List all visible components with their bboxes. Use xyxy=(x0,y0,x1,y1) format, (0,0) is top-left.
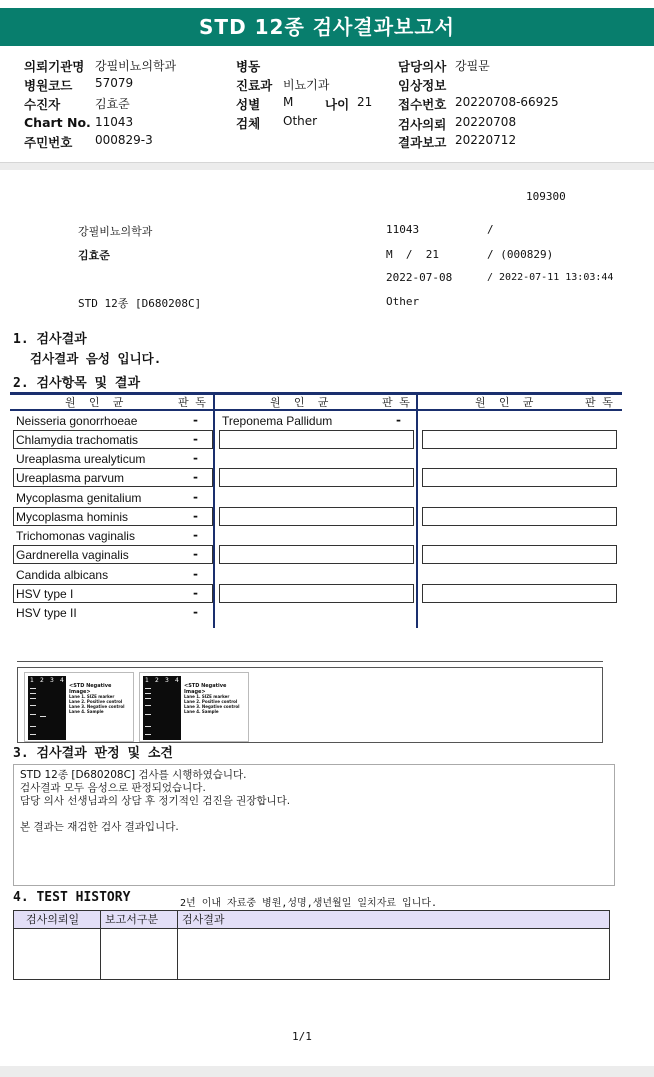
label-sex: 성별 xyxy=(236,97,261,112)
value-report-date: 20220712 xyxy=(455,133,517,147)
organism-name: Mycoplasma hominis xyxy=(16,510,129,524)
info-report-datetime: / 2022-07-11 13:03:44 xyxy=(487,272,614,283)
label-resident-no: 주민번호 xyxy=(24,135,73,150)
organism-result: - xyxy=(193,586,198,600)
history-table xyxy=(13,910,610,980)
info-specimen: Other xyxy=(386,295,420,308)
organism-name: Neisseria gonorrhoeae xyxy=(16,414,138,428)
section1-text: 검사결과 음성 입니다. xyxy=(30,351,162,366)
organism-name: Gardnerella vaginalis xyxy=(16,548,129,562)
value-chart-no: 11043 xyxy=(95,115,134,129)
organism-name: HSV type II xyxy=(16,606,77,620)
gel-image-panel xyxy=(17,667,603,743)
value-specimen: Other xyxy=(283,114,318,128)
organism-result: - xyxy=(193,470,198,484)
gel-image-card: 1 2 3 4 <STD Negative Image> Lane 1. SIZE marker Lane 2. Positive control Lane 3. Negative control Lane 4. Sample xyxy=(139,672,249,742)
value-request-date: 20220708 xyxy=(455,115,517,129)
organism-name: Chlamydia trachomatis xyxy=(16,433,139,447)
info-code: 109300 xyxy=(526,190,566,203)
organism-name: Candida albicans xyxy=(16,568,109,582)
remark-line: 검사결과 모두 음성으로 판정되었습니다. xyxy=(20,782,206,794)
section3-title: 3. 검사결과 판정 및 소견 xyxy=(13,746,173,761)
label-department: 진료과 xyxy=(236,78,273,93)
remark-line xyxy=(20,808,614,821)
organism-result: - xyxy=(396,413,401,427)
gel-electrophoresis-image: 1 2 3 4 xyxy=(28,676,66,740)
organism-result: - xyxy=(193,509,198,523)
label-ward: 병동 xyxy=(236,59,261,74)
col-header-organism-3: 원 인 균 xyxy=(475,396,534,409)
section4-note: 2년 이내 자료중 병원,성명,생년월일 일치자료 입니다. xyxy=(180,898,438,909)
col-header-organism-1: 원 인 균 xyxy=(65,396,124,409)
info-sex-age: M / 21 xyxy=(386,248,439,261)
value-requester: 강필비뇨의학과 xyxy=(95,59,177,73)
organism-result: - xyxy=(193,567,198,581)
history-col-result: 검사결과 xyxy=(182,913,225,926)
value-doctor: 강필문 xyxy=(455,59,490,73)
col-header-judge-1: 판 독 xyxy=(178,396,206,409)
label-patient: 수진자 xyxy=(24,97,61,112)
col-header-judge-3: 판 독 xyxy=(585,396,613,409)
info-request-date: 2022-07-08 xyxy=(386,271,453,284)
organism-name: Mycoplasma genitalium xyxy=(16,491,142,505)
section4-title: 4. TEST HISTORY xyxy=(13,890,131,905)
organism-name: Trichomonas vaginalis xyxy=(16,529,135,543)
section2-title: 2. 검사항목 및 결과 xyxy=(13,376,141,391)
organism-result: - xyxy=(193,605,198,619)
gel-image-card: 1 2 3 4 <STD Negative Image> Lane 1. SIZE marker Lane 2. Positive control Lane 3. Negative control Lane 4. Sample xyxy=(24,672,134,742)
info-birth: / (000829) xyxy=(487,248,554,261)
remarks-box xyxy=(13,764,615,886)
gel-title: <STD Negative Image> xyxy=(184,683,227,695)
organism-name: HSV type I xyxy=(16,587,74,601)
label-receipt-no: 접수번호 xyxy=(398,97,447,112)
value-hospital-code: 57079 xyxy=(95,76,134,90)
info-chart-no: 11043 xyxy=(386,223,420,236)
info-hospital: 강필비뇨의학과 xyxy=(78,225,153,238)
results-table xyxy=(10,392,622,628)
page-number: 1/1 xyxy=(292,1030,312,1043)
value-age: 21 xyxy=(357,95,373,109)
organism-name: Treponema Pallidum xyxy=(222,414,333,428)
col-header-organism-2: 원 인 균 xyxy=(270,396,329,409)
value-sex: M xyxy=(283,95,294,109)
info-slash: / xyxy=(487,223,494,236)
col-header-judge-2: 판 독 xyxy=(382,396,410,409)
label-hospital-code: 병원코드 xyxy=(24,78,73,93)
header-separator xyxy=(0,162,654,170)
history-col-report-type: 보고서구분 xyxy=(105,913,159,926)
value-department: 비뇨기과 xyxy=(283,78,330,92)
gel-title: <STD Negative Image> xyxy=(69,683,112,695)
organism-name: Ureaplasma urealyticum xyxy=(16,452,146,466)
organism-result: - xyxy=(193,432,198,446)
report-title: STD 12종 검사결과보고서 xyxy=(0,8,654,46)
section1-title: 1. 검사결과 xyxy=(13,332,87,347)
organism-result: - xyxy=(193,451,198,465)
value-patient: 김효준 xyxy=(95,97,130,111)
label-clinical-info: 임상정보 xyxy=(398,78,447,93)
info-patient: 김효준 xyxy=(78,249,110,262)
label-specimen: 검체 xyxy=(236,116,261,131)
gel-electrophoresis-image: 1 2 3 4 xyxy=(143,676,181,740)
info-test-name: STD 12종 [D680208C] xyxy=(78,297,202,310)
organism-result: - xyxy=(193,547,198,561)
remark-line: 담당 의사 선생님과의 상담 후 정기적인 검진을 권장합니다. xyxy=(20,795,291,807)
organism-name: Ureaplasma parvum xyxy=(16,471,125,485)
label-age: 나이 xyxy=(325,97,350,112)
label-request-date: 검사의뢰 xyxy=(398,117,447,132)
organism-result: - xyxy=(193,528,198,542)
label-requester: 의뢰기관명 xyxy=(24,59,85,74)
history-col-request-date: 검사의뢰일 xyxy=(26,913,80,926)
label-report-date: 결과보고 xyxy=(398,135,447,150)
organism-result: - xyxy=(193,490,198,504)
value-resident-no: 000829-3 xyxy=(95,133,153,147)
label-doctor: 담당의사 xyxy=(398,59,447,74)
remark-line: 본 결과는 재검한 검사 결과입니다. xyxy=(20,821,179,833)
remark-line: STD 12종 [D680208C] 검사를 시행하였습니다. xyxy=(20,769,247,781)
value-receipt-no: 20220708-66925 xyxy=(455,95,559,109)
label-chart-no: Chart No. xyxy=(24,115,91,130)
organism-result: - xyxy=(193,413,198,427)
